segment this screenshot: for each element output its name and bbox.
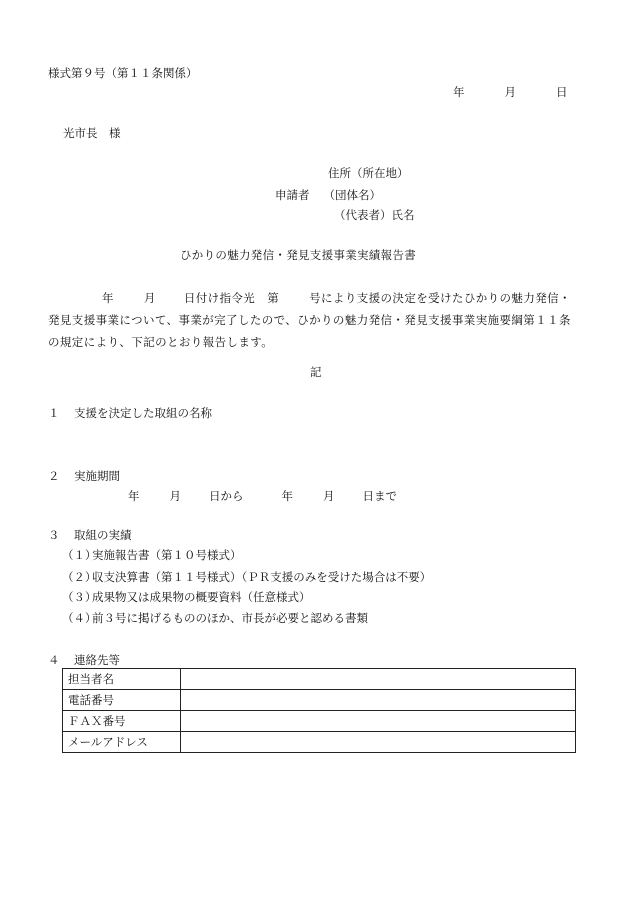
date-month: 月 (504, 85, 516, 99)
phone-label: 電話番号 (63, 690, 181, 711)
section-1 (48, 408, 212, 420)
body-month: 月 (143, 291, 156, 305)
period-line (128, 491, 397, 503)
fax-label: ＦＡＸ番号 (63, 711, 181, 732)
contact-person-label: 担当者名 (63, 669, 181, 690)
attachment-item (62, 592, 311, 604)
document-title: ひかりの魅力発信・発見支援事業実績報告書 (180, 248, 416, 262)
attachment-item-number: （１） (62, 548, 97, 562)
section-1-number: １ (48, 406, 60, 420)
body-date-ref: 日付け指令光 (183, 291, 256, 305)
attachment-item-text: 成果物又は成果物の概要資料（任意様式） (92, 590, 311, 604)
body-paragraph (48, 287, 582, 353)
attachment-item (62, 550, 242, 562)
section-2-label: 実施期間 (74, 469, 120, 483)
section-1-label: 支援を決定した取組の名称 (74, 406, 212, 420)
applicant-label: 申請者 (275, 188, 310, 202)
table-row (63, 732, 576, 753)
section-2 (48, 471, 120, 483)
section-3-number: ３ (48, 528, 60, 542)
ki-heading: 記 (310, 365, 322, 379)
representative-label: （代表者）氏名 (334, 208, 415, 222)
attachment-item (62, 613, 368, 625)
date-day: 日 (556, 85, 568, 99)
org-label: （団体名） (323, 188, 381, 202)
form-number: 様式第９号（第１１条関係） (48, 66, 198, 80)
attachment-item-text: 実施報告書（第１０号様式） (92, 548, 242, 562)
period-day-to: 日まで (362, 489, 397, 503)
period-month-2: 月 (323, 489, 335, 503)
period-month-1: 月 (169, 489, 181, 503)
attachment-item-text: 前３号に掲げるもののほか、市長が必要と認める書類 (92, 611, 368, 625)
body-rest: 号により支援の決定を受けたひかりの魅力発信・発見支援事業について、事業が完了したので、ひかりの魅力発信・発見支援事業実施要綱第１１条の規定により、下記のとおり報告します。 (48, 291, 571, 349)
date-line (453, 87, 568, 99)
contact-person-field[interactable] (181, 669, 576, 690)
table-row (63, 669, 576, 690)
attachment-item-number: （２） (62, 570, 97, 584)
fax-field[interactable] (181, 711, 576, 732)
phone-field[interactable] (181, 690, 576, 711)
section-3 (48, 530, 132, 542)
body-year: 年 (102, 291, 114, 305)
table-row (63, 711, 576, 732)
attachment-item (62, 572, 431, 584)
section-4-label: 連絡先等 (74, 653, 120, 667)
section-3-label: 取組の実績 (74, 528, 132, 542)
attachment-item-number: （３） (62, 590, 97, 604)
email-label: メールアドレス (63, 732, 181, 753)
date-year: 年 (453, 85, 465, 99)
email-field[interactable] (181, 732, 576, 753)
attachment-item-text: 収支決算書（第１１号様式）（ＰＲ支援のみを受けた場合は不要） (92, 570, 432, 584)
period-year-1: 年 (128, 489, 140, 503)
section-2-number: ２ (48, 469, 60, 483)
body-dai: 第 (267, 291, 280, 305)
period-day-from: 日から (209, 489, 244, 503)
contact-table (62, 668, 576, 753)
attachment-item-number: （４） (62, 611, 97, 625)
section-4-number: ４ (48, 653, 60, 667)
applicant-line (275, 190, 381, 202)
section-4 (48, 655, 120, 667)
table-row (63, 690, 576, 711)
address-label: 住所（所在地） (328, 166, 409, 180)
addressee: 光市長 様 (63, 126, 121, 140)
period-year-2: 年 (281, 489, 293, 503)
